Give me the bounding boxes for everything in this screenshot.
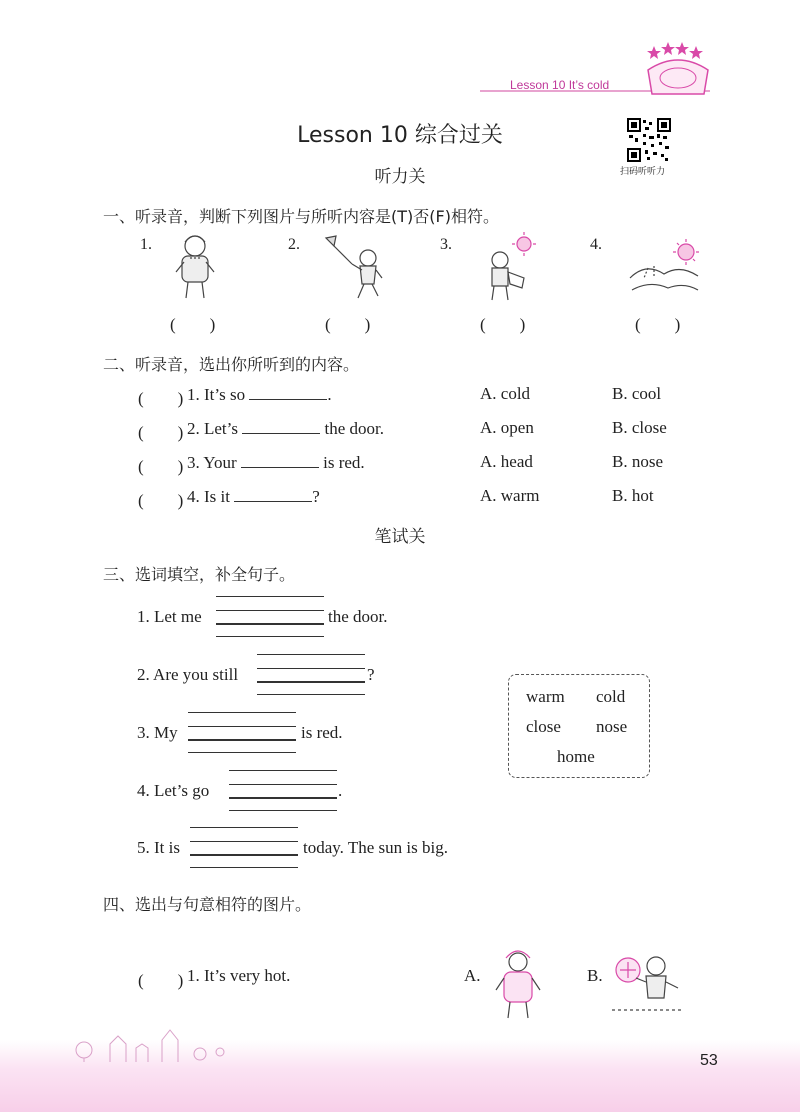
qr-caption: 扫码听听力 bbox=[620, 167, 666, 177]
footer-decoration bbox=[0, 1040, 800, 1112]
option-a-label: A. bbox=[464, 966, 481, 985]
part3-sentence-start: 4. Let’s go bbox=[137, 781, 210, 800]
sentence-end: ? bbox=[312, 487, 320, 506]
part2-sentence bbox=[187, 452, 365, 473]
part1-item-number: 2. bbox=[288, 236, 300, 253]
listening-section-title: 听力关 bbox=[374, 167, 426, 187]
running-title: Lesson 10 It’s cold bbox=[510, 78, 610, 92]
writing-line bbox=[216, 610, 324, 611]
bundled-child-icon bbox=[170, 232, 220, 302]
writing-line bbox=[216, 636, 324, 637]
part1-item-number: 3. bbox=[440, 236, 452, 253]
word-bank-item: cold bbox=[596, 687, 626, 706]
writing-line bbox=[229, 784, 337, 785]
part3-heading: 三、选词填空，补全句子。 bbox=[103, 565, 296, 584]
writing-line bbox=[257, 694, 365, 695]
part3-sentence-start: 5. It is bbox=[137, 838, 180, 857]
option-a: A. cold bbox=[480, 384, 531, 403]
option-a: A. warm bbox=[480, 486, 540, 505]
part3-sentence-start: 2. Are you still bbox=[137, 665, 239, 684]
part4-heading: 四、选出与句意相符的图片。 bbox=[103, 895, 312, 914]
part3-sentence-end: ? bbox=[367, 665, 375, 684]
writing-line bbox=[188, 752, 296, 753]
part3-sentence-start: 1. Let me bbox=[137, 607, 202, 626]
option-b: B. nose bbox=[612, 452, 663, 471]
option-b-label: B. bbox=[587, 966, 603, 985]
answer-paren[interactable]: ( ) bbox=[138, 491, 184, 510]
sentence-start: 2. Let’s bbox=[187, 419, 238, 438]
answer-paren[interactable]: ( ) bbox=[635, 315, 681, 334]
written-section-title: 笔试关 bbox=[374, 527, 426, 547]
sentence-start: 3. Your bbox=[187, 453, 237, 472]
part4-sentence: 1. It’s very hot. bbox=[187, 966, 291, 985]
part2-sentence bbox=[187, 486, 320, 507]
child-fanning-icon[interactable] bbox=[606, 948, 688, 1018]
writing-line bbox=[216, 596, 324, 597]
answer-paren[interactable]: ( ) bbox=[138, 971, 184, 990]
answer-paren[interactable]: ( ) bbox=[325, 315, 371, 334]
sentence-end: . bbox=[327, 385, 332, 404]
writing-line bbox=[229, 770, 337, 771]
writing-line[interactable] bbox=[257, 681, 365, 683]
snowy-landscape-sun-icon bbox=[628, 238, 700, 298]
writing-line[interactable] bbox=[229, 797, 337, 799]
option-a: A. open bbox=[480, 418, 534, 437]
writing-line bbox=[257, 668, 365, 669]
word-bank-item: nose bbox=[596, 717, 628, 736]
answer-paren[interactable]: ( ) bbox=[138, 457, 184, 476]
option-b: B. close bbox=[612, 418, 667, 437]
answer-blank[interactable] bbox=[242, 418, 320, 434]
child-in-warm-clothes-icon[interactable] bbox=[492, 944, 544, 1022]
sentence-end: is red. bbox=[323, 453, 365, 472]
word-bank-item: home bbox=[557, 747, 595, 766]
qr-code-icon[interactable] bbox=[627, 118, 671, 162]
page-number: 53 bbox=[700, 1052, 718, 1069]
part1-heading: 一、听录音，判断下列图片与所听内容是(T)否(F)相符。 bbox=[103, 207, 499, 226]
writing-line bbox=[229, 810, 337, 811]
answer-paren[interactable]: ( ) bbox=[170, 315, 216, 334]
answer-blank[interactable] bbox=[249, 384, 327, 400]
part3-sentence-end: today. The sun is big. bbox=[303, 838, 448, 857]
part2-sentence bbox=[187, 418, 384, 439]
part1-item-number: 4. bbox=[590, 236, 602, 253]
publisher-logo-icon bbox=[640, 40, 716, 100]
writing-line bbox=[257, 654, 365, 655]
writing-line bbox=[190, 867, 298, 868]
sentence-start: 1. It’s so bbox=[187, 385, 246, 404]
writing-line bbox=[190, 841, 298, 842]
word-bank-item: warm bbox=[526, 687, 565, 706]
answer-blank[interactable] bbox=[234, 486, 312, 502]
part2-sentence bbox=[187, 384, 332, 405]
writing-line[interactable] bbox=[190, 854, 298, 856]
answer-paren[interactable]: ( ) bbox=[138, 389, 184, 408]
writing-line[interactable] bbox=[216, 623, 324, 625]
option-a: A. head bbox=[480, 452, 533, 471]
answer-paren[interactable]: ( ) bbox=[480, 315, 526, 334]
word-bank-item: close bbox=[526, 717, 561, 736]
child-fanning-sun-icon bbox=[480, 232, 540, 302]
sentence-end: the door. bbox=[324, 419, 384, 438]
child-flying-kite-icon bbox=[322, 234, 386, 302]
writing-line[interactable] bbox=[188, 739, 296, 741]
part2-heading: 二、听录音，选出你所听到的内容。 bbox=[103, 355, 360, 374]
sentence-start: 4. Is it bbox=[187, 487, 230, 506]
part3-sentence-end: the door. bbox=[328, 607, 388, 626]
writing-line bbox=[188, 726, 296, 727]
option-b: B. cool bbox=[612, 384, 662, 403]
option-b: B. hot bbox=[612, 486, 654, 505]
word-bank bbox=[508, 674, 650, 778]
writing-line bbox=[190, 827, 298, 828]
answer-paren[interactable]: ( ) bbox=[138, 423, 184, 442]
part1-item-number: 1. bbox=[140, 236, 152, 253]
writing-line bbox=[188, 712, 296, 713]
part3-sentence-start: 3. My bbox=[137, 723, 178, 742]
answer-blank[interactable] bbox=[241, 452, 319, 468]
part3-sentence-end: is red. bbox=[301, 723, 343, 742]
page-title: Lesson 10 综合过关 bbox=[297, 123, 503, 148]
part3-sentence-end: . bbox=[338, 781, 343, 800]
